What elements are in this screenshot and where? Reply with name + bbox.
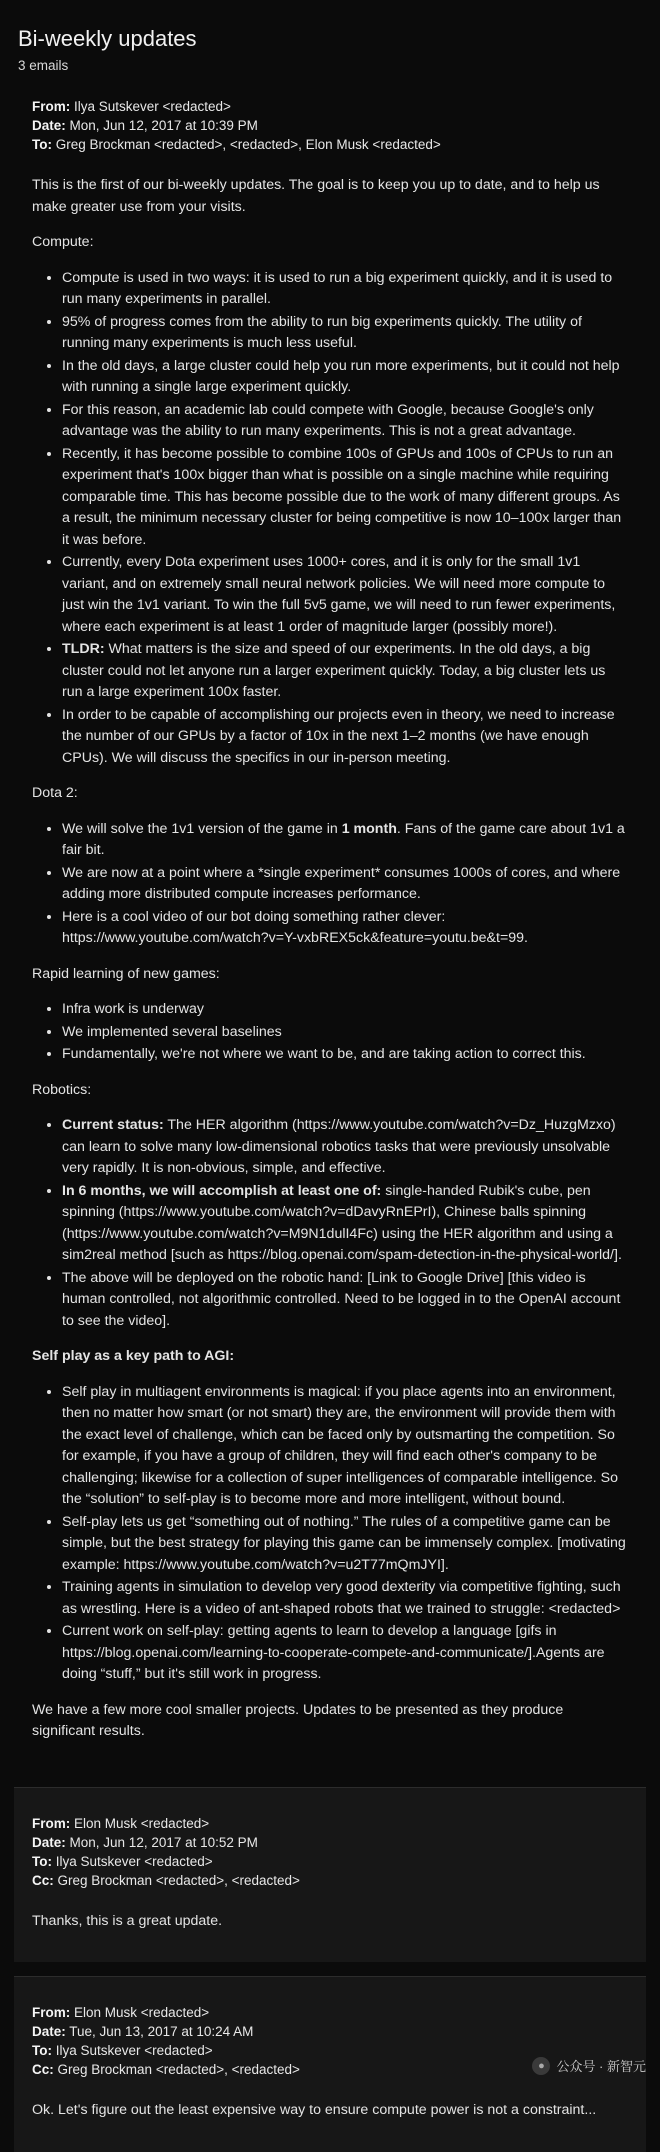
email-3-to: Ilya Sutskever <redacted> xyxy=(55,2043,213,2058)
email-1-headers xyxy=(32,97,628,154)
list-item xyxy=(62,1115,628,1180)
email-1-to: Greg Brockman <redacted>, <redacted>, Elon Musk <redacted> xyxy=(55,137,441,152)
list-item: • Training agents in simulation to develop very good dexterity via competitive fighting, such as wrestling. Here is a video of ant-shaped robots that we trained to struggle: <redacted> xyxy=(62,1577,628,1620)
from-label: From: xyxy=(32,99,71,114)
date-label: Date: xyxy=(32,1834,66,1850)
email-2-from: Elon Musk <redacted> xyxy=(74,1815,210,1831)
list-item: • The above will be deployed on the robotic hand: [Link to Google Drive] [this video is human controlled, not algorithmic controlled. Need to be logged in to the OpenAI account to see the video]. xyxy=(62,1268,628,1333)
to-label: To: xyxy=(32,1853,52,1869)
compute-heading: Compute: xyxy=(32,234,94,250)
to-label: To: xyxy=(32,137,52,152)
email-1-from: Ilya Sutskever <redacted> xyxy=(74,99,231,114)
list-item: • Currently, every Dota experiment uses 1000+ cores, and it is only for the small 1v1 variant, and on extremely small neural network policies. We will need more compute to just win the 1v1 variant. To win the full 5v5 game, we will need to run fewer experiments, where each experiment is at least 1 order of magnitude larger (possibly more!). xyxy=(62,552,628,638)
list-item: • Here is a cool video of our bot doing something rather clever: https://www.youtube.com/watch?v=Y-vxbREX5ck&feature=youtu.be&t=99. xyxy=(62,907,628,950)
email-1-intro: This is the first of our bi-weekly updates. The goal is to keep you up to date, and to help us make greater use from your visits. xyxy=(32,177,600,215)
from-label: From: xyxy=(32,2005,71,2020)
list-item: • 95% of progress comes from the ability to run big experiments quickly. The utility of running many experiments is much less useful. xyxy=(62,312,628,355)
watermark xyxy=(532,2056,646,2075)
selfplay-heading-text: Self play as a key path to AGI: xyxy=(32,1348,235,1364)
watermark-text: 公众号 · 新智元 xyxy=(556,2059,646,2074)
list-item: • We implemented several baselines xyxy=(62,1022,628,1044)
rapid-heading: Rapid learning of new games: xyxy=(32,965,220,982)
email-3-body: Ok. Let's figure out the least expensive way to ensure compute power is not a constraint... xyxy=(32,2102,597,2118)
robotics-goal-text: single-handed Rubik's cube, pen spinning (https://www.youtube.com/watch?v=dDavyRnEPrI), Chinese balls spinning (https://www.youtube.com/watch?v=M9N1dulI4Fc) using the HER algorithm and using a sim2real method [such as https://blog.openai.com/spam-detection-in-the-physical-world/]. xyxy=(62,1182,622,1263)
email-2-body: Thanks, this is a great update. xyxy=(32,1912,223,1929)
cc-label: Cc: xyxy=(32,2062,54,2077)
list-item: • Infra work is underway xyxy=(62,999,628,1021)
email-1-closing: We have a few more cool smaller projects. Updates to be presented as they produce significant results. xyxy=(32,1701,564,1739)
email-count: 3 emails xyxy=(18,58,69,73)
robotics-status-label: Current status: xyxy=(62,1117,164,1133)
list-item: • Self play in multiagent environments is magical: if you place agents into an environment, then no matter how smart (or not smart) they are, the environment will provide them with the exact level of challenge, which can be faced only by outsmarting the competition. So for example, if you have a group of children, they will find each other's company to be challenging; likewise for a collection of super intelligences of comparable intelligence. So the “solution” to self-play is to become more and more intelligent, without bound. xyxy=(62,1382,628,1511)
thread-title: Bi-weekly updates xyxy=(18,26,197,51)
list-item xyxy=(62,1181,628,1267)
email-2[interactable] xyxy=(14,1787,646,1963)
email-1-date: Mon, Jun 12, 2017 at 10:39 PM xyxy=(69,118,258,133)
email-3-cc: Greg Brockman <redacted>, <redacted> xyxy=(57,2062,300,2077)
dota-emphasis: 1 month xyxy=(341,820,397,837)
list-item: • For this reason, an academic lab could compete with Google, because Google's only advantage was the ability to run many experiments. This is not a great advantage. xyxy=(62,400,628,443)
cc-label: Cc: xyxy=(32,1872,54,1888)
from-label: From: xyxy=(32,1815,71,1831)
email-2-cc: Greg Brockman <redacted>, <redacted> xyxy=(57,1872,300,1888)
robotics-heading: Robotics: xyxy=(32,1081,92,1098)
selfplay-heading xyxy=(32,1346,628,1368)
compute-list xyxy=(32,268,628,770)
tldr-label: TLDR: xyxy=(62,641,105,657)
list-item: • Compute is used in two ways: it is used to run a big experiment quickly, and it is used to run many experiments in parallel. xyxy=(62,268,628,311)
list-item: • Fundamentally, we're not where we want to be, and are taking action to correct this. xyxy=(62,1044,628,1066)
list-item: • In the old days, a large cluster could help you run more experiments, but it could not help with running a single large experiment quickly. xyxy=(62,356,628,399)
tldr-text: What matters is the size and speed of our experiments. In the old days, a big cluster could not let anyone run a larger experiment quickly. Today, a big cluster lets us run a large experiment 100x faster. xyxy=(62,641,606,700)
email-1[interactable] xyxy=(14,95,646,1773)
dota-text: . Fans of the game care about 1v1 a fair bit. xyxy=(62,820,625,858)
list-item: • Recently, it has become possible to combine 100s of GPUs and 100s of CPUs to run an experiment that's 100x bigger than what is possible on a single machine while requiring comparable time. This has become possible due to the work of many different groups. As a result, the minimum necessary cluster for being competitive is now 10–100x larger than it was before. xyxy=(62,444,628,552)
list-item: • In order to be capable of accomplishing our projects even in theory, we need to increase the number of our GPUs by a factor of 10x in the next 1–2 months (we have enough CPUs). We will discuss the specifics in our in-person meeting. xyxy=(62,705,628,770)
robotics-status-text: The HER algorithm (https://www.youtube.com/watch?v=Dz_HuzgMzxo) can learn to solve many low-dimensional robotics tasks that were previously unsolvable very rapidly. It is non-obvious, simple, and effective. xyxy=(62,1117,616,1176)
email-2-to: Ilya Sutskever <redacted> xyxy=(55,1853,213,1869)
email-thread xyxy=(0,95,660,2152)
list-item xyxy=(62,639,628,704)
thread-header xyxy=(0,0,660,73)
email-3-date: Tue, Jun 13, 2017 at 10:24 AM xyxy=(69,2024,254,2039)
list-item: • Current work on self-play: getting agents to learn to develop a language [gifs in https://blog.openai.com/learning-to-cooperate-compete-and-communicate/].Agents are doing “stuff,” but it's still work in progress. xyxy=(62,1621,628,1686)
list-item: • Self-play lets us get “something out of nothing.” The rules of a competitive game can be simple, but the best strategy for playing this game can be immensely complex. [motivating example: https://www.youtube.com/watch?v=u2T77mQmJYI]. xyxy=(62,1512,628,1577)
email-2-date: Mon, Jun 12, 2017 at 10:52 PM xyxy=(69,1834,258,1850)
selfplay-list xyxy=(32,1382,628,1686)
dota-list xyxy=(32,819,628,950)
dota-heading: Dota 2: xyxy=(32,785,78,801)
robotics-goal-label: In 6 months, we will accomplish at least one of: xyxy=(62,1182,382,1199)
to-label: To: xyxy=(32,2043,52,2058)
robotics-list xyxy=(32,1115,628,1332)
date-label: Date: xyxy=(32,118,66,133)
date-label: Date: xyxy=(32,2024,66,2039)
list-item: • We are now at a point where a *single experiment* consumes 1000s of cores, and where adding more distributed compute increases performance. xyxy=(62,863,628,906)
wechat-icon: ● xyxy=(532,2057,550,2075)
list-item xyxy=(62,819,628,862)
rapid-list xyxy=(32,999,628,1066)
email-3-from: Elon Musk <redacted> xyxy=(74,2005,210,2020)
email-2-headers xyxy=(32,1814,628,1890)
dota-text: We will solve the 1v1 version of the game in xyxy=(62,820,342,837)
